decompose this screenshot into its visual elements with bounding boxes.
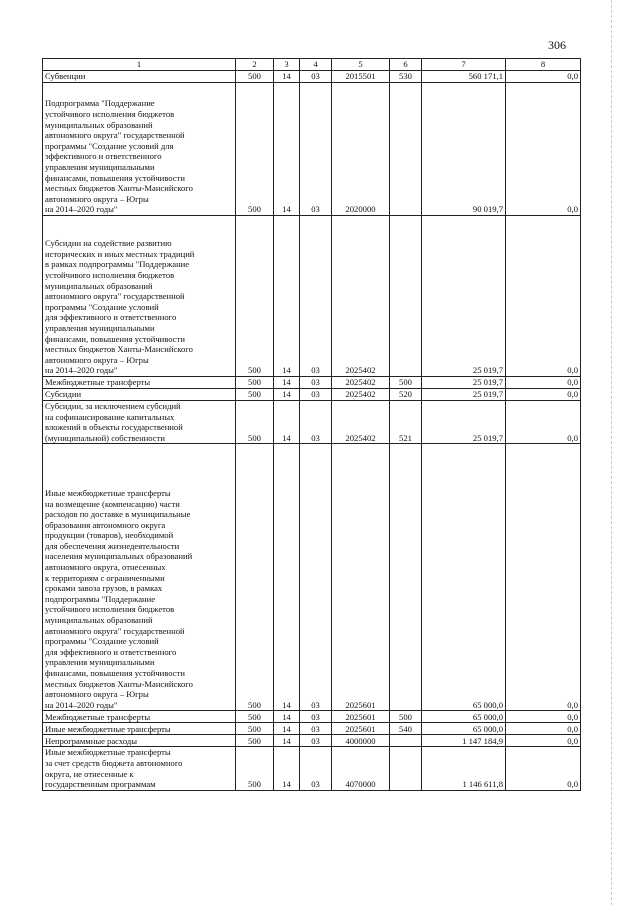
- cell-target-article: 2015501: [332, 71, 390, 83]
- cell-target-article: 2025601: [332, 711, 390, 723]
- cell-section: 14: [274, 83, 300, 216]
- cell-ministry: 500: [236, 71, 274, 83]
- table-row: [43, 71, 581, 83]
- cell-section: 14: [274, 735, 300, 747]
- cell-ministry: 500: [236, 711, 274, 723]
- cell-amount: 65 000,0: [422, 711, 506, 723]
- cell-section: 14: [274, 401, 300, 444]
- cell-target-article: 2025402: [332, 389, 390, 401]
- column-header: 1: [43, 59, 236, 71]
- column-header: 2: [236, 59, 274, 71]
- cell-expense-type: 540: [390, 723, 422, 735]
- cell-subsection: 03: [300, 216, 332, 377]
- table-row: [43, 735, 581, 747]
- cell-subsection: 03: [300, 71, 332, 83]
- cell-amount-federal: 0,0: [506, 216, 581, 377]
- cell-section: 14: [274, 389, 300, 401]
- cell-amount-federal: 0,0: [506, 401, 581, 444]
- cell-amount: 560 171,1: [422, 71, 506, 83]
- cell-amount-federal: 0,0: [506, 444, 581, 711]
- cell-ministry: 500: [236, 389, 274, 401]
- cell-amount: 25 019,7: [422, 401, 506, 444]
- cell-ministry: 500: [236, 83, 274, 216]
- cell-subsection: 03: [300, 389, 332, 401]
- cell-subsection: 03: [300, 377, 332, 389]
- cell-amount: 25 019,7: [422, 389, 506, 401]
- cell-amount-federal: 0,0: [506, 377, 581, 389]
- cell-subsection: 03: [300, 444, 332, 711]
- cell-amount-federal: 0,0: [506, 735, 581, 747]
- row-name: Субсидии на содействие развитию исторических и иных местных традиций в рамках подпрограммы "Поддержание устойчивого исполнения бюджетов муниципальных образований автономного округа" государственной программы "Создание условий для эффективного и ответственного управления муниципальными финансами, повышения устойчивости местных бюджетов Ханты-Мансийского автономного округа – Югры на 2014–2020 годы": [43, 216, 236, 377]
- cell-ministry: 500: [236, 723, 274, 735]
- cell-subsection: 03: [300, 747, 332, 790]
- cell-amount-federal: 0,0: [506, 747, 581, 790]
- row-name: Субсидии: [43, 389, 236, 401]
- cell-subsection: 03: [300, 401, 332, 444]
- cell-amount: 90 019,7: [422, 83, 506, 216]
- cell-target-article: 4000000: [332, 735, 390, 747]
- scan-edge-divider: [611, 0, 613, 905]
- cell-ministry: 500: [236, 747, 274, 790]
- table-row: [43, 216, 581, 377]
- cell-ministry: 500: [236, 216, 274, 377]
- cell-section: 14: [274, 711, 300, 723]
- cell-target-article: 2025402: [332, 377, 390, 389]
- cell-amount-federal: 0,0: [506, 389, 581, 401]
- cell-section: 14: [274, 723, 300, 735]
- column-header: 5: [332, 59, 390, 71]
- table-row: [43, 747, 581, 790]
- table-row: [43, 444, 581, 711]
- cell-target-article: 2025402: [332, 401, 390, 444]
- page-number: 306: [548, 38, 566, 52]
- cell-expense-type: [390, 83, 422, 216]
- cell-section: 14: [274, 377, 300, 389]
- cell-amount-federal: 0,0: [506, 711, 581, 723]
- column-header: 3: [274, 59, 300, 71]
- cell-amount: 1 147 184,9: [422, 735, 506, 747]
- cell-amount: 25 019,7: [422, 216, 506, 377]
- cell-expense-type: 520: [390, 389, 422, 401]
- cell-section: 14: [274, 444, 300, 711]
- row-name: Иные межбюджетные трансферты за счет средств бюджета автономного округа, не отнесенные к государственным программам: [43, 747, 236, 790]
- cell-expense-type: [390, 216, 422, 377]
- row-name: Непрограммные расходы: [43, 735, 236, 747]
- row-name: Субвенции: [43, 71, 236, 83]
- cell-expense-type: [390, 747, 422, 790]
- cell-target-article: 2025601: [332, 723, 390, 735]
- column-header: 8: [506, 59, 581, 71]
- row-name: Субсидии, за исключением субсидий на софинансирование капитальных вложений в объекты государственной (муниципальной) собственности: [43, 401, 236, 444]
- cell-subsection: 03: [300, 711, 332, 723]
- cell-amount: 25 019,7: [422, 377, 506, 389]
- cell-target-article: 2025601: [332, 444, 390, 711]
- row-name: Подпрограмма "Поддержание устойчивого исполнения бюджетов муниципальных образований автономного округа" государственной программы "Создание условий для эффективного и ответственного управления муниципальными финансами, повышения устойчивости местных бюджетов Ханты-Мансийского автономного округа – Югры на 2014–2020 годы": [43, 83, 236, 216]
- table-row: [43, 377, 581, 389]
- cell-ministry: 500: [236, 401, 274, 444]
- cell-expense-type: 500: [390, 711, 422, 723]
- cell-target-article: 2020000: [332, 83, 390, 216]
- table-row: [43, 711, 581, 723]
- row-name: Межбюджетные трансферты: [43, 377, 236, 389]
- cell-ministry: 500: [236, 444, 274, 711]
- cell-section: 14: [274, 71, 300, 83]
- cell-expense-type: 500: [390, 377, 422, 389]
- cell-ministry: 500: [236, 735, 274, 747]
- cell-expense-type: 521: [390, 401, 422, 444]
- cell-section: 14: [274, 216, 300, 377]
- cell-expense-type: 530: [390, 71, 422, 83]
- cell-subsection: 03: [300, 735, 332, 747]
- cell-section: 14: [274, 747, 300, 790]
- cell-amount: 1 146 611,8: [422, 747, 506, 790]
- cell-subsection: 03: [300, 83, 332, 216]
- column-header: 4: [300, 59, 332, 71]
- row-name: Иные межбюджетные трансферты: [43, 723, 236, 735]
- row-name: Межбюджетные трансферты: [43, 711, 236, 723]
- cell-subsection: 03: [300, 723, 332, 735]
- cell-amount-federal: 0,0: [506, 83, 581, 216]
- cell-expense-type: [390, 735, 422, 747]
- cell-target-article: 2025402: [332, 216, 390, 377]
- budget-table: [42, 58, 581, 791]
- table-row: [43, 389, 581, 401]
- cell-ministry: 500: [236, 377, 274, 389]
- column-header: 6: [390, 59, 422, 71]
- cell-amount-federal: 0,0: [506, 723, 581, 735]
- cell-expense-type: [390, 444, 422, 711]
- column-header: 7: [422, 59, 506, 71]
- cell-amount-federal: 0,0: [506, 71, 581, 83]
- table-header-row: [43, 59, 581, 71]
- cell-amount: 65 000,0: [422, 723, 506, 735]
- table-row: [43, 83, 581, 216]
- cell-target-article: 4070000: [332, 747, 390, 790]
- row-name: Иные межбюджетные трансферты на возмещение (компенсацию) части расходов по доставке в муниципальные образования автономного округа продукции (товаров), необходимой для обеспечения жизнедеятельности населения муниципальных образований автономного округа, отнесенных к территориям с ограниченными сроками завоза грузов, в рамках подпрограммы "Поддержание устойчивого исполнения бюджетов муниципальных образований автономного округа" государственной программы "Создание условий для эффективного и ответственного управления муниципальными финансами, повышения устойчивости местных бюджетов Ханты-Мансийского автономного округа – Югры на 2014–2020 годы": [43, 444, 236, 711]
- cell-amount: 65 000,0: [422, 444, 506, 711]
- table-row: [43, 401, 581, 444]
- table-row: [43, 723, 581, 735]
